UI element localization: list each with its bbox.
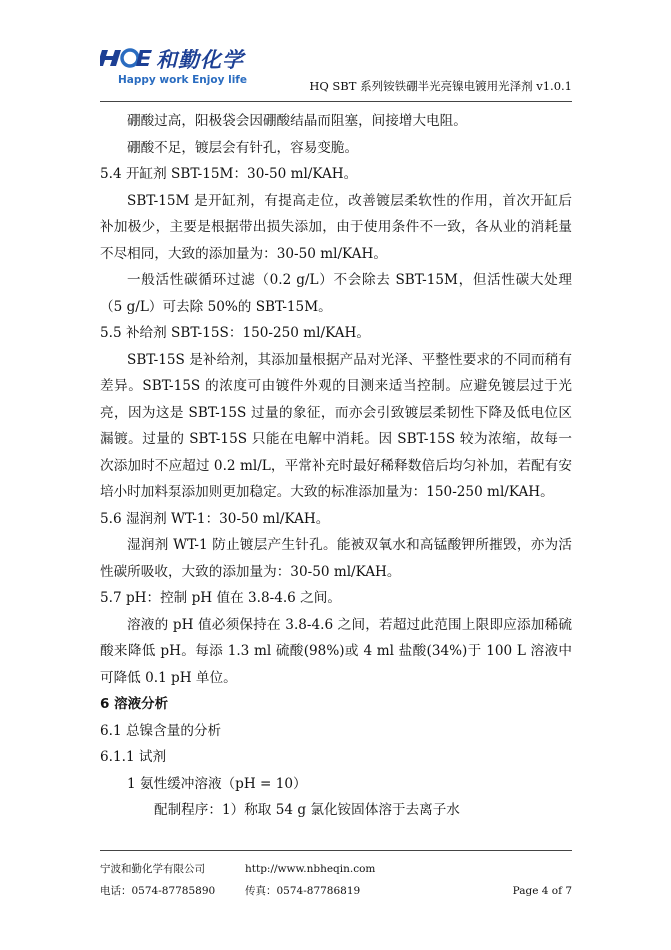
paragraph: 5.7 pH：控制 pH 值在 3.8-4.6 之间。 [100, 590, 341, 606]
document-title: HQ SBT 系列铵铁硼半光亮镍电镀用光泽剂 v1.0.1 [309, 79, 572, 93]
section-heading: 6 溶液分析 [100, 696, 169, 712]
paragraph: SBT-15M 是开缸剂，有提高走位，改善镀层柔软性的作用，首次开缸后补加极少，主要是根据带出损失添加，由于使用条件不一致，各从业的消耗量不尽相同，大致的添加量为：30-50 ml/KAH。 [100, 192, 572, 262]
hqe-logo-icon [100, 48, 152, 68]
paragraph: 配制程序：1）称取 54 g 氯化铵固体溶于去离子水 [154, 802, 460, 818]
paragraph: 5.4 开缸剂 SBT-15M：30-50 ml/KAH。 [100, 166, 358, 182]
footer-divider [100, 850, 572, 851]
paragraph: 硼酸过高，阳极袋会因硼酸结晶而阻塞，间接增大电阻。 [127, 113, 467, 129]
page-body [100, 108, 572, 824]
footer-website[interactable]: http://www.nbheqin.com [245, 863, 376, 875]
paragraph: 6.1.1 试剂 [100, 749, 167, 765]
paragraph: SBT-15S 是补给剂，其添加量根据产品对光泽、平整性要求的不同而稍有差异。SBT-15S 的浓度可由镀件外观的目测来适当控制。应避免镀层过于光亮，因为这是 SBT-15S 过量的象征，而亦会引致镀层柔韧性下降及低电位区漏镀。过量的 SBT-15S 只能在电解中消耗。因 SBT-15S 较为浓缩，故每一次添加时不应超过 0.2 ml/L，平常补充时最好稀释数倍后均匀补加，若配有安培小时加料泵添加则更加稳定。大致的标准添加量为：150-250 ml/KAH。 [100, 351, 572, 500]
footer-page-number: Page 4 of 7 [512, 885, 572, 897]
logo-chinese-name: 和勤化学 [156, 48, 244, 72]
paragraph: 6.1 总镍含量的分析 [100, 722, 222, 739]
header-divider [100, 101, 572, 102]
paragraph: 一般活性碳循环过滤（0.2 g/L）不会除去 SBT-15M，但活性碳大处理（5 g/L）可去除 50%的 SBT-15M。 [100, 272, 572, 315]
paragraph: 1 氨性缓冲溶液（pH = 10） [127, 775, 307, 792]
logo-slogan: Happy work Enjoy life [118, 74, 247, 86]
paragraph: 5.5 补给剂 SBT-15S：150-250 ml/KAH。 [100, 325, 370, 341]
page-header [100, 44, 572, 102]
footer-phone: 电话：0574-87785890 [100, 885, 216, 897]
footer-company: 宁波和勤化学有限公司 [100, 863, 205, 875]
paragraph: 硼酸不足，镀层会有针孔，容易变脆。 [127, 139, 359, 156]
paragraph: 溶液的 pH 值必须保持在 3.8-4.6 之间，若超过此范围上限即应添加稀硫酸来降低 pH。每添 1.3 ml 硫酸(98%)或 4 ml 盐酸(34%)于 100 L 溶液中可降低 0.1 pH 单位。 [100, 616, 572, 686]
paragraph: 湿润剂 WT-1 防止镀层产生针孔。能被双氧水和高锰酸钾所摧毁，亦为活性碳所吸收，大致的添加量为：30-50 ml/KAH。 [100, 537, 572, 580]
page-footer [100, 858, 572, 902]
footer-fax: 传真：0574-87786819 [245, 885, 361, 897]
paragraph: 5.6 湿润剂 WT-1：30-50 ml/KAH。 [100, 510, 330, 527]
